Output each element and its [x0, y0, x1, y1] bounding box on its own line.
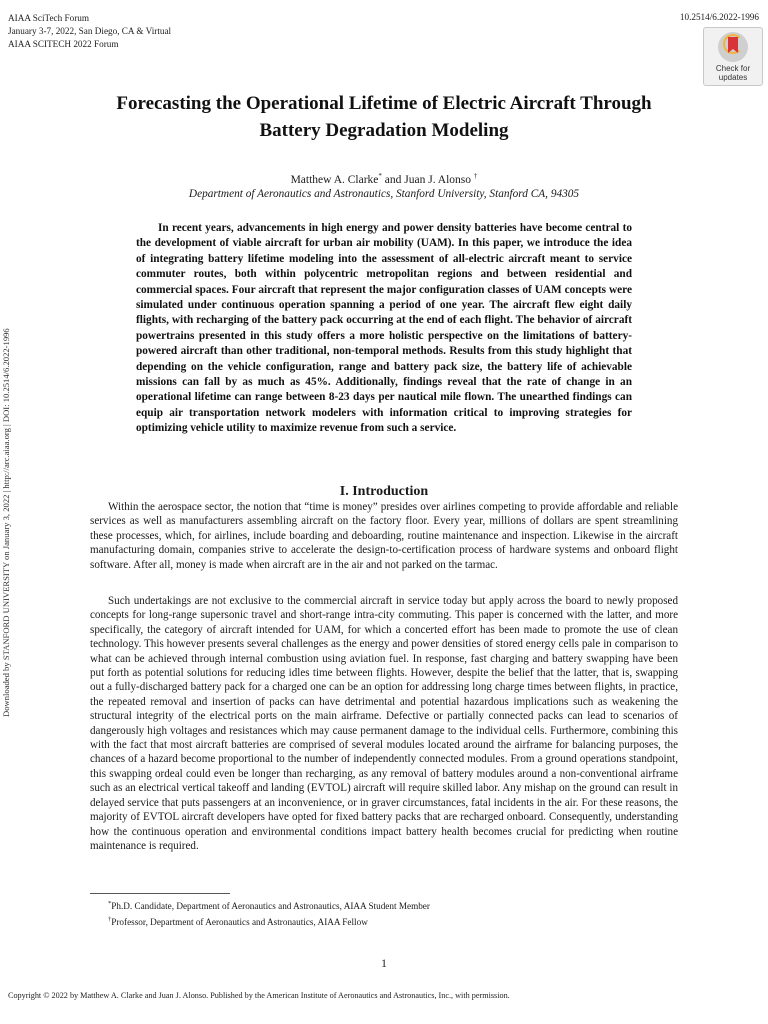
footnote-text: Ph.D. Candidate, Department of Aeronautics and Astronautics, AIAA Student Member	[111, 901, 430, 912]
affiliation: Department of Aeronautics and Astronautics, Stanford University, Stanford CA, 94305	[188, 188, 580, 200]
forum-name: AIAA SCITECH 2022 Forum	[8, 39, 119, 49]
abstract: In recent years, advancements in high energy and power density batteries have become central to the development of viable aircraft for urban air mobility (UAM). In this paper, we introduce the idea of integrating battery lifetime modeling into the assessment of all-electric aircraft meant to service commuter routes, both within polycentric metropolitan regions and between residential and commercial spaces. Four aircraft that represent the major configuration classes of UAM concepts were simulated under continuous operation spanning a period of one year. The aircraft flew eight daily flights, with recharging of the battery pack occurring at the end of each flight. The behavior of aircraft powertrains presented in this study offers a more holistic perspective on the limitations of battery-powered aircraft than other traditional, non-temporal methods. Results from this study highlight that depending on the vehicle configuration, range and battery pack size, the battery life of achievable missions can fall by as much as 45%. Additionally, findings reveal that the rate of change in an operational lifetime can range between 8-23 days per nautical mile flown. The unearthed findings can equip air transportation network modelers with information critical to improving strategies for optimizing vehicle utility to maximize revenue from such a service.	[136, 222, 632, 435]
body-paragraph: Within the aerospace sector, the notion that “time is money” presides over airlines competing to provide affordable and reliable services as well as manufacturers assembling aircraft on the factory floor. Every year, millions of dollars are spent streamlining these processes, which, for airlines, include boarding and deboarding, routine maintenance and inspection. Likewise in the aircraft manufacturing domain, companies strive to accelerate the design-to-certification process of hardware systems and onboard flight software. After all, money is made when aircraft are in the air and not parked on the tarmac.	[90, 501, 678, 571]
conference-name: AIAA SciTech Forum	[8, 13, 90, 23]
bookmark-ribbon-icon	[718, 32, 748, 62]
footnote-text: Professor, Department of Aeronautics and Astronautics, AIAA Fellow	[111, 917, 368, 928]
footnote-mark: †	[473, 172, 478, 180]
badge-label-line2: updates	[718, 73, 748, 82]
footnote-mark: *	[108, 900, 112, 907]
author-name: Juan J. Alonso	[404, 173, 472, 186]
conference-dates: January 3-7, 2022, San Diego, CA & Virtual	[8, 26, 172, 36]
paper-title: Forecasting the Operational Lifetime of Electric Aircraft Through Battery Degradation Modeling	[116, 93, 652, 141]
footnote	[108, 897, 430, 913]
download-watermark: Downloaded by STANFORD UNIVERSITY on January 3, 2022 | http://arc.aiaa.org | DOI: 10.2514/6.2022-1996	[1, 328, 11, 717]
copyright-notice: Copyright © 2022 by Matthew A. Clarke and Juan J. Alonso. Published by the American Institute of Aeronautics and Astronautics, Inc., with permission.	[8, 991, 510, 1000]
badge-label-line1: Check for	[715, 64, 751, 73]
conference-header	[8, 12, 171, 51]
body-paragraph: Such undertakings are not exclusive to the commercial aircraft in service today but apply across the board to newly proposed concepts for long-range supersonic travel and short-range intra-city commuting. This paper is concerned with the latter, and more specifically, the category of aircraft intended for UAM, for which a concerted effort has been made to promote the use of clean technology. This however presents several challenges as the energy and power densities of stored energy cells pale in comparison to what can be achieved through internal combustion using aviation fuel. In response, fast charging and battery swapping have been put forth as potential solutions for reducing idles time between flights. However, despite the belief that the latter, that is, swapping out a fully-discharged battery pack for a charged one can be an option for addressing long charge times between flights, in practice, the repeated removal and insertion of packs can have detrimental and potential hazardous implications such as weakening the structural integrity of the electrical ports on the main airframe. Defective or partially connected packs can lead to scenarios of dangerously high voltages and resistances which may cause permanent damage to the individual cells. Furthermore, combining this with the fact that most aircraft batteries are comprised of several modules located around the airframe for balancing purposes, the chances of a hazard become proportional to the number of independently connected modules. From a ground operations standpoint, this swapping ordeal could even be longer than recharging, as any removal of battery modules around a non-conventional airframe such as an electrical vertical takeoff and landing (EVTOL) aircraft will require skilled labor. Any mishap on the ground can result in delayed service that puts passengers at an inconvenience, or in graver circumstances, fatal incidents in the air. For these reasons, the majority of EVTOL aircraft developers have opted for fixed battery packs that are recharged onboard. Consequently, understanding how the continuous operation and environmental conditions impact battery health becomes crucial for predicting when routine maintenance is required.	[90, 595, 678, 852]
footnote	[108, 913, 430, 929]
footnote-mark: *	[378, 172, 382, 180]
author-connector: and	[381, 173, 405, 186]
check-for-updates-badge[interactable]	[703, 27, 763, 86]
author-name: Matthew A. Clarke	[290, 173, 379, 186]
doi-label: 10.2514/6.2022-1996	[679, 12, 759, 22]
page-number: 1	[381, 958, 387, 970]
footnotes	[108, 897, 430, 929]
footnote-divider	[90, 893, 230, 894]
footnote-mark: †	[108, 916, 112, 924]
author-line	[84, 172, 684, 186]
section-heading: I. Introduction	[339, 484, 429, 499]
